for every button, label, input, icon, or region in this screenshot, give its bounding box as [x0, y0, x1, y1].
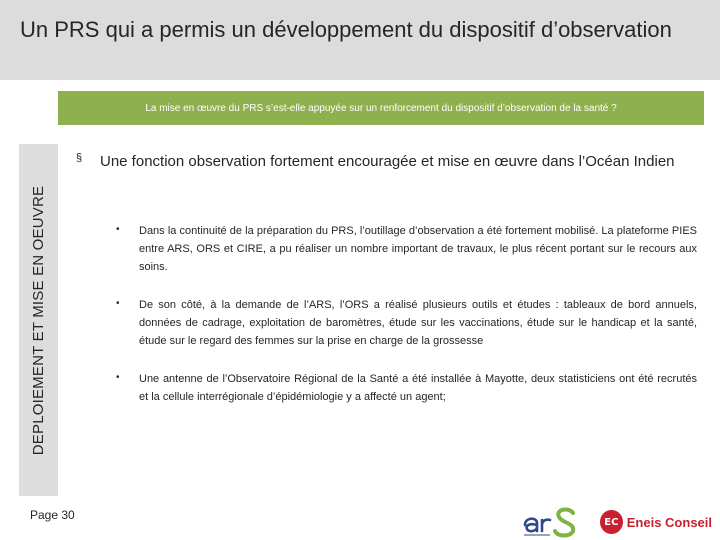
main-point-text: Une fonction observation fortement encouragée et mise en œuvre dans l’Océan Indien	[100, 153, 675, 170]
sub-point-text-1: Dans la continuité de la préparation du PRS, l’outillage d’observation a été fortement mobilisé. La plateforme PIES entre ARS, ORS et CIRE, a pu réaliser un nombre important de travaux, le plus récent portant sur le recours aux soins.	[139, 225, 697, 273]
ars-logo	[521, 503, 581, 539]
sub-bullet-1: •	[116, 224, 120, 235]
sub-bullet-2: •	[116, 298, 120, 309]
side-label-container	[19, 144, 58, 496]
eneis-name: Eneis Conseil	[626, 514, 712, 530]
page-number: Page 30	[30, 508, 75, 522]
sub-bullet-3: •	[116, 372, 120, 383]
ars-logo-icon	[521, 503, 581, 539]
sub-point-text-3: Une antenne de l’Observatoire Régional de la Santé a été installée à Mayotte, deux statisticiens ont été recrutés et la cellule interrégionale d’épidémiologie y a affecté un agent;	[139, 373, 697, 403]
eneis-logo	[600, 508, 712, 536]
eneis-mark-icon: EC	[600, 510, 623, 534]
sub-point-text-2: De son côté, à la demande de l’ARS, l’ORS a réalisé plusieurs outils et études : tableaux de bord annuels, données de cadrage, exploitation de baromètres, étude sur les vaccinations, étude sur le handicap et la santé, étude sur le regard des femmes sur la prise en charge de la grossesse	[139, 299, 697, 347]
main-bullet: §	[76, 152, 83, 164]
side-label: DEPLOIEMENT ET MISE EN OEUVRE	[30, 185, 48, 455]
question-banner: La mise en œuvre du PRS s’est-elle appuyée sur un renforcement du dispositif d’observation de la santé ?	[58, 91, 704, 125]
page-title: Un PRS qui a permis un développement du dispositif d’observation	[20, 17, 672, 42]
